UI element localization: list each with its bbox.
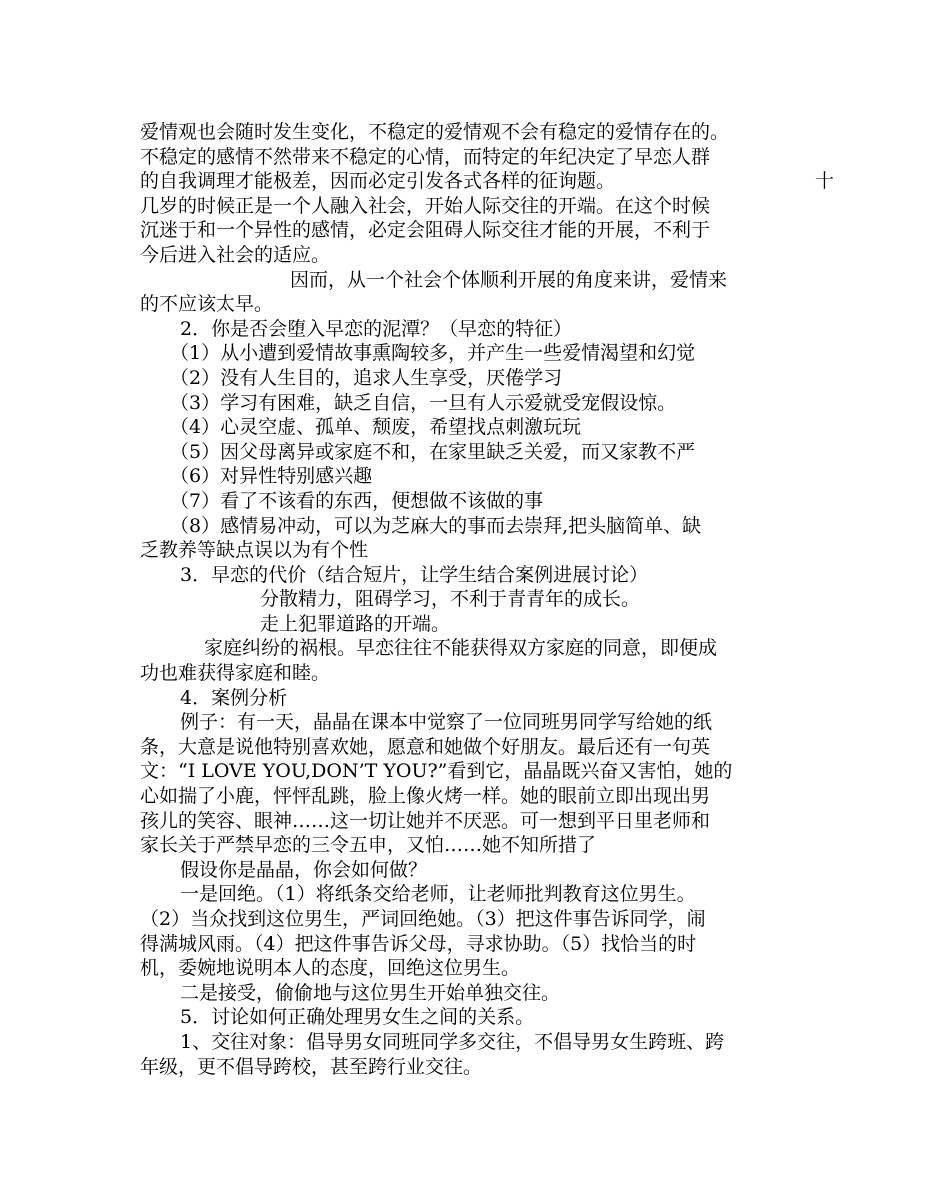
list-item: （7）看了不该看的东西，便想做不该做的事 [170, 489, 544, 512]
list-item: （1）从小遭到爱情故事熏陶较多，并产生一些爱情渴望和幻觉 [170, 342, 696, 365]
text-line: 几岁的时候正是一个人融入社会，开始人际交往的开端。在这个时候 [140, 194, 711, 217]
text-line: 不稳定的感情不然带来不稳定的心情，而特定的年纪决定了早恋人群 [140, 145, 711, 168]
text-line: 走上犯罪道路的开端。 [260, 612, 451, 635]
text-line: 孩儿的笑容、眼神……这一切让她并不厌恶。可一想到平日里老师和 [140, 809, 711, 832]
text-line: 1、交往对象：倡导男女同班同学多交往，不倡导男女生跨班、跨 [180, 1030, 725, 1053]
section-heading: 4．案例分析 [180, 686, 288, 709]
text-line: 家庭纠纷的祸根。早恋往往不能获得双方家庭的同意，即便成 [204, 637, 718, 660]
section-heading: 2．你是否会堕入早恋的泥潭？（早恋的特征） [180, 317, 573, 340]
list-item: （6）对异性特别感兴趣 [170, 465, 373, 488]
text-line: 功也难获得家庭和睦。 [140, 662, 331, 685]
text-line: 沉迷于和一个异性的感情，必定会阻碍人际交往才能的开展，不利于 [140, 219, 711, 242]
text-line [140, 169, 835, 194]
text-line: 文：“I LOVE YOU,DON’T YOU?”看到它，晶晶既兴奋又害怕，她的 [140, 760, 733, 783]
document-body [140, 120, 835, 1079]
text-line: 年级，更不倡导跨校，甚至跨行业交往。 [140, 1055, 483, 1078]
text-fragment: 的自我调理才能极差，因而必定引发各式各样的征询题。 [140, 170, 616, 193]
text-line: 的不应该太早。 [140, 293, 274, 316]
text-fragment: 十 [815, 170, 835, 193]
text-line: 例子：有一天，晶晶在课本中觉察了一位同班男同学写给她的纸 [180, 711, 713, 734]
list-item: （3）学习有困难，缺乏自信，一旦有人示爱就受宠假设惊。 [170, 391, 677, 414]
list-item: （5）因父母离异或家庭不和，在家里缺乏关爱，而又家教不严 [170, 440, 696, 463]
section-heading: 5．讨论如何正确处理男女生之间的关系。 [180, 1006, 535, 1029]
text-line: 机，委婉地说明本人的态度，回绝这位男生。 [140, 957, 521, 980]
text-line: 家长关于严禁早恋的三令五申，又怕……她不知所措了 [140, 834, 597, 857]
text-line: 得满城风雨。（4）把这件事告诉父母，寻求协助。（5）找恰当的时 [140, 932, 697, 955]
section-heading: 3．早恋的代价（结合短片，让学生结合案例进展讨论） [180, 563, 649, 586]
text-line: 心如揣了小鹿，怦怦乱跳，脸上像火烤一样。她的眼前立即出现出男 [140, 785, 711, 808]
text-line: 今后进入社会的适应。 [140, 243, 331, 266]
list-item: （8）感情易冲动，可以为芝麻大的事而去崇拜,把头脑简单、缺 [170, 514, 702, 537]
text-line: （2）当众找到这位男生，严词回绝她。（3）把这件事告诉同学，闹 [140, 908, 706, 930]
text-line: 因而，从一个社会个体顺利开展的角度来讲，爱情来 [290, 268, 728, 291]
text-line: 分散精力，阻碍学习，不利于青青年的成长。 [260, 588, 641, 611]
text-line: 条，大意是说他特别喜欢她，愿意和她做个好朋友。最后还有一句英 [140, 735, 711, 758]
text-line: 二是接受，偷偷地与这位男生开始单独交往。 [180, 981, 561, 1004]
list-item: （2）没有人生目的，追求人生享受，厌倦学习 [170, 366, 563, 389]
text-line: 一是回绝。（1）将纸条交给老师，让老师批判教育这位男生。 [180, 883, 696, 906]
text-line: 假设你是晶晶，你会如何做？ [180, 858, 428, 881]
text-line: 乏教养等缺点误以为有个性 [140, 539, 369, 562]
list-item: （4）心灵空虚、孤单、颓废，希望找点刺激玩玩 [170, 416, 582, 439]
text-line: 爱情观也会随时发生变化，不稳定的爱情观不会有稳定的爱情存在的。 [140, 121, 730, 143]
